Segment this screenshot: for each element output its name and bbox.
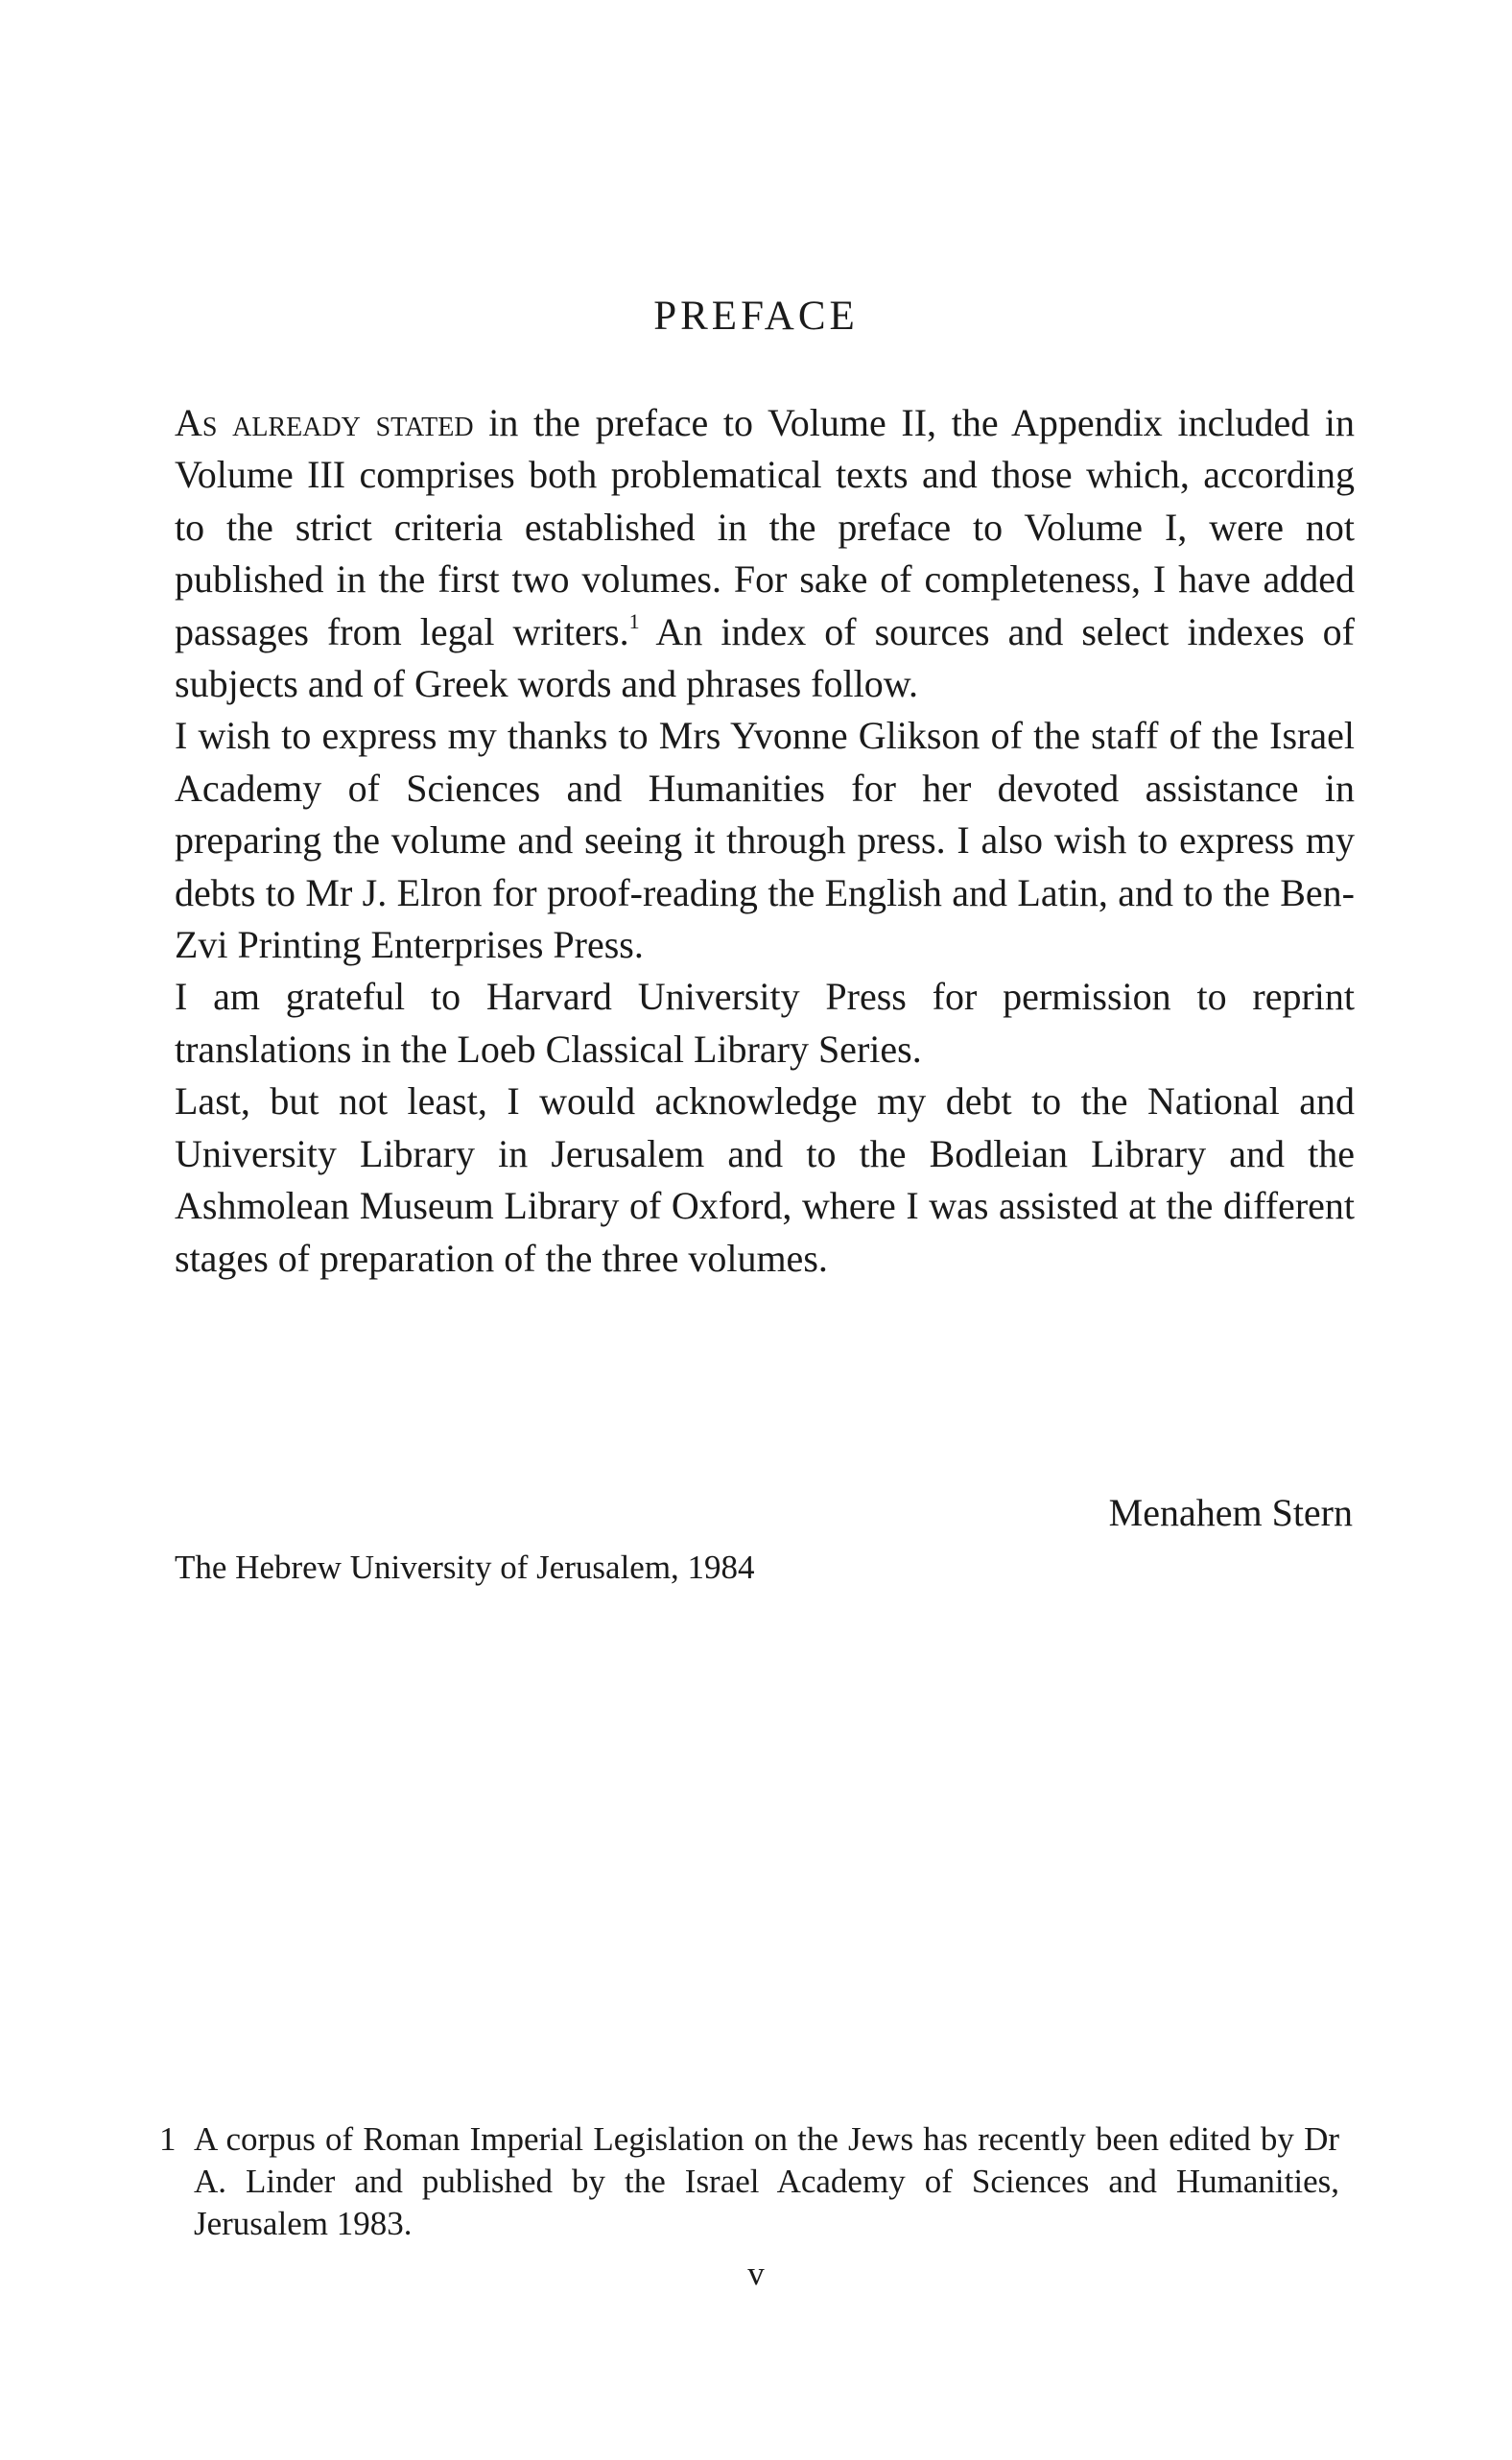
footnote-mark: 1 (159, 2120, 177, 2158)
paragraph-3: I am grateful to Harvard University Press for permission to reprint translations in the Loeb Classical Library Series. (175, 975, 1355, 1071)
page-title: PREFACE (653, 294, 859, 339)
footnote-reference: 1 (628, 609, 640, 634)
paragraph-4: Last, but not least, I would acknowledge my debt to the National and University Library in Jerusalem and to the Bodleian Library and the Ashmolean Museum Library of Oxford, where I was assisted at the different stages of preparation of the three volumes. (175, 1079, 1355, 1280)
author-signature: Menahem Stern (1108, 1491, 1353, 1534)
paragraph-1-text-after: An index of sources and select indexes of subjects and of Greek words and phrases follow. (175, 609, 1355, 706)
page-number: v (747, 2255, 765, 2292)
paragraph-lead-smallcaps: As already stated (175, 401, 474, 444)
paragraph-2: I wish to express my thanks to Mrs Yvonne Glikson of the staff of the Israel Academy of Sciences and Humanities for her devoted assistance in preparing the volume and seeing it through press. I also wish to express my debts to Mr J. Elron for proof-reading the English and Latin, and to the Ben-Zvi Printing Enterprises Press. (175, 714, 1355, 967)
affiliation-dateline: The Hebrew University of Jerusalem, 1984 (175, 1549, 755, 1586)
preface-body (175, 397, 1355, 1285)
paragraph-1 (175, 397, 1355, 710)
footnote-text: A corpus of Roman Imperial Legislation on the Jews has recently been edited by Dr A. Linder and published by the Israel Academy of Sciences and Humanities, Jerusalem 1983. (194, 2120, 1339, 2242)
paragraph-1-text: in the preface to Volume II, the Appendix included in Volume III comprises both problematical texts and those which, according to the strict criteria established in the preface to Volume I, were not published in the first two volumes. For sake of completeness, I have added passages from legal writers. (175, 401, 1355, 653)
footnote (159, 2118, 1339, 2245)
